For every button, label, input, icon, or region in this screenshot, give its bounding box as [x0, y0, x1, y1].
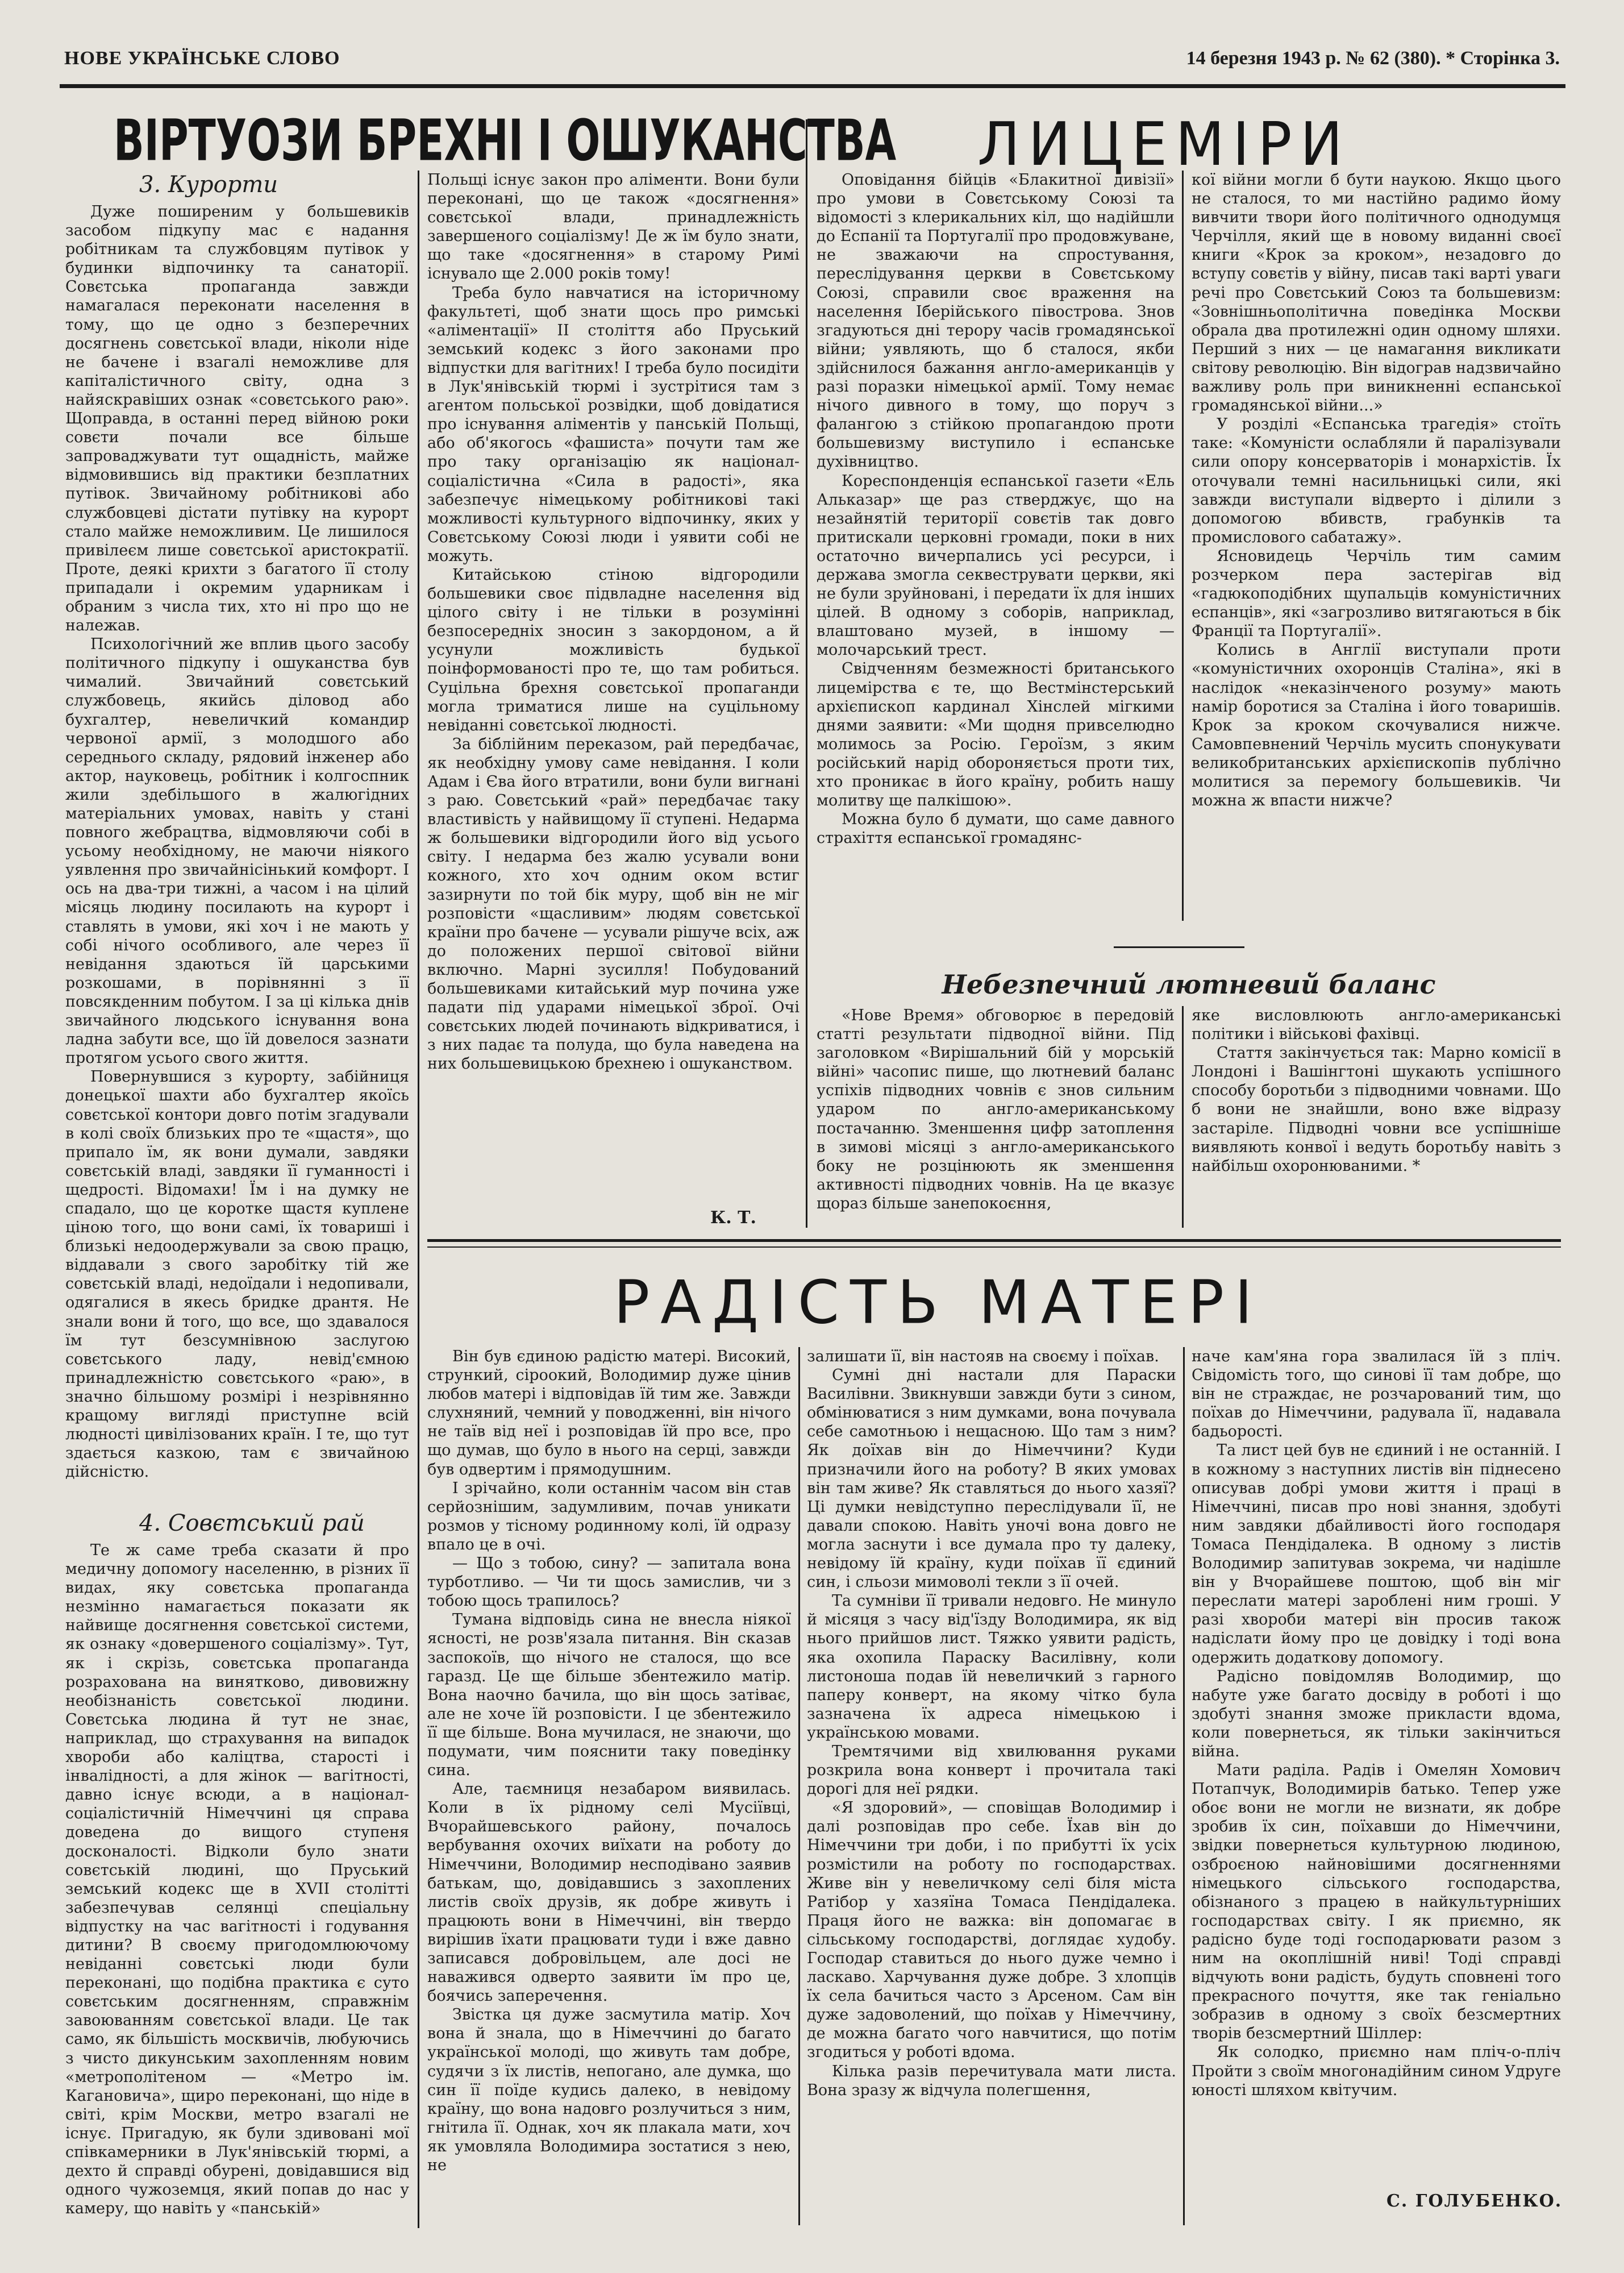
- article1-paragraph: За біблійним переказом, рай передбачає, як необхідну умову саме невідання. І коли Адам і Єва його втратили, вони були вигнані з раю. Совєтський «рай» передбачає таку властивість у найвищому її ступені. Недарма ж большевики відгородили його від усього світу. І недарма без жалю усували вони кожного, хто хоч одним оком встиг зазирнути по той бік муру, щоб він не міг розповісти «щасливим» людям совєтської країни про бачене — усували рішуче всіх, аж до положених першої світової війни включно. Марні зусилля! Побудований большевиками китайський мур почина уже падати під ударами німецької зброї. Очі совєтських людей починають відкриватися, і з них падає та полуда, що була наведена на них большевицькою брехнею і ошуканством.: [427, 735, 799, 1073]
- article3-paragraph: «Нове Время» обговорює в передовій статті результати підводної війни. Під заголовком «Вирішальний бій у морській війні» часопис пише, що лютневий баланс успіхів підводних човнів є знов сильним ударом по англо-американському постачанню. Зменшення цифр затоплення в зимові місяці з англо-американського боку не розцінюють як зменшення активності підводних човнів. На це вказує щораз більше занепокоєння,: [817, 1007, 1175, 1212]
- article4-col2: [807, 1347, 1176, 2225]
- article3-col2: [1192, 1006, 1561, 1228]
- article1-paragraph: Повернувшися з курорту, забійниця донецької шахти або бухгалтер якоїсь совєтської контори довго потім згадували в колі своїх близьких про те «щастя», що припало їм, як вони думали, завдяки совєтській владі, завдяки її гуманності і щедрості. Відомахи! Їм і на думку не спадало, що це коротке щастя куплене ціною того, що вони самі, їх товариші і близькі недоодержували за свою працю, віддавали з свого заробітку тій же совєтській владі, недоїдали і недопивали, одягалися в якесь бридке дрантя. Не знали вони й того, що все, що здавалося їм тут безсумнівною заслугою совєтського ладу, невід'ємною принадлежністю совєтського «раю», в значно більшому розмірі і незрівнянно кращому вигляді приступне всій людності цивілізованих країн. І те, що тут здається казкою, там є звичайною дійсністю.: [65, 1068, 409, 1481]
- article4-paragraph: — Що з тобою, сину? — запитала вона турботливо. — Чи ти щось замислив, чи з тобою щось трапилось?: [427, 1555, 791, 1610]
- article4-paragraph: Та лист цей був не єдиний і не останній. І в кожному з наступних листів він піднесено описував добрі умови життя і праці в Німеччині, писав про нові знання, здобуті ним завдяки дбайливості його господаря Томаса Пендідалека. В одному з листів Володимир запитував зокрема, чи надішле він у Вчорайшеве поштою, щоб він міг переслати матері зароблені ним гроші. У разі хвороби матері він просив також надіслати йому про це довідку і тоді вона одержить додаткову допомогу.: [1192, 1441, 1561, 1667]
- article2-paragraph: Ясновидець Черчіль тим самим розчерком пера застерігав від «гадюкоподібних щупальців комуністичних еспанців», які «загрозливо витягаються в бік Франції та Португалії».: [1192, 547, 1561, 641]
- section-rule: [427, 1239, 1561, 1248]
- article3-paragraph: яке висловлюють англо-американські політики і військові фахівці.: [1192, 1007, 1561, 1044]
- article1-subhead-kurorty: 3. Курорти: [139, 172, 278, 198]
- article4-paragraph: Кілька разів перечитувала мати листа. Вона зразу ж відчула полегшення,: [807, 2062, 1176, 2099]
- article4-paragraph: залишати її, він настояв на своєму і поїхав.: [807, 1348, 1159, 1365]
- article1-subhead-rai: 4. Совєтський рай: [139, 1510, 365, 1536]
- article1-col1-lower: [65, 1509, 409, 2225]
- article2-paragraph: Оповідання бійців «Блакитної дивізії» про умови в Совєтському Союзі та відомості з клерикальних кіл, що надійшли до Еспанії та Португалії про продовжуване, не зважаючи на спростування, переслідування церкви в Совєтському Союзі, справили своє враження на населення Іберійського півострова. Знов згадуються дні терору часів громадянської війни; уявляють, що б сталося, якби здійснилося бажання англо-американців у разі поразки німецької армії. Тому немає нічого дивного в тому, що поруч з фалангою з стійкою пропагандою проти большевизму виступило і еспанське духівництво.: [817, 171, 1175, 471]
- article2-paragraph: Свідченням безмежності британського лицемірства є те, що Вестмінстерський архієпископ кардинал Хінслей мігкими днями заявити: «Ми щодня привселюдно молимось за Росію. Героїзм, з яким російський нарід обороняється проти тих, хто проникає в його країну, робить нашу молитву ще палкішою».: [817, 660, 1175, 810]
- article4-paragraph: Він був єдиною радістю матері. Високий, стрункий, сіроокий, Володимир дуже цінив любов матері і відповідав їй тим же. Завжди слухняний, чемний у поводженні, він нічого не таїв від неї і розповідав їй про все, про що думав, що було в нього на серці, завжди був одвертим і прямодушним.: [427, 1348, 791, 1478]
- article4-paragraph: «Я здоровий», — сповіщав Володимир і далі розповідав про себе. Їхав він до Німеччини три доби, і по прибутті їх усіх розмістили на роботу по господарствах. Живе він у невеличкому селі біля міста Ратібор у хазяїна Томаса Пендідалека. Праця його не важка: він допомагає в сільському господарстві, доглядає худобу. Господар ставиться до нього дуже чемно і ласкаво. Харчування дуже добре. З хлопців їх села бачиться часто з Арсеном. Сам він дуже задоволений, що поїхав у Німеччину, де можна багато чого навчитися, що потім згодиться у роботі вдома.: [807, 1799, 1176, 2062]
- article2-paragraph: Колись в Англії виступали проти «комуністичних охоронців Сталіна», які в наслідок «неказінченого розуму» мають намір боротися за Сталіна і його товаришів. Крок за кроком скочувалися нижче. Самовпевнений Черчіль мусить спонукувати великобританських архієпископів публічно молитися за перемогу большевиків. Чи можна ж впасти нижче?: [1192, 641, 1561, 810]
- dateline: 14 березня 1943 р. № 62 (380). * Сторінка 3.: [1186, 48, 1560, 69]
- article2-paragraph: кої війни могли б бути наукою. Якщо цього не сталося, то ми настійно радимо йому вивчити твори його політичного однодумця Черчілля, який ще в новому виданні своєї книги «Крок за кроком», незадовго до вступу совєтів у війну, писав такі варті уваги речі про Совєтський Союз та большевизм: «Зовнішньополітична поведінка Москви обрала два протилежні один одному шляхи. Перший з них — це намагання викликати світову революцію. Він відограв надзвичайно важливу роль при виникненні еспанської громадянської війни...»: [1192, 171, 1561, 415]
- headline-virtuozy: ВІРТУОЗИ БРЕХНІ І ОШУКАНСТВА: [114, 108, 897, 174]
- article4-paragraph: наче кам'яна гора звалилася їй з пліч. Свідомість того, що синові її там добре, що він не страждає, не розчарований тим, що поїхав до Німеччини, радувала її, надавала бадьорості.: [1192, 1348, 1561, 1441]
- article4-paragraph: Радісно повідомляв Володимир, що набуте уже багато досвіду в роботі і що здобуті знання зможе прикласти вдома, коли повернеться, як тільки закінчиться війна.: [1192, 1667, 1561, 1760]
- article1-signature: К. Т.: [710, 1208, 756, 1228]
- article4-paragraph: Але, таємниця незабаром виявилась. Коли в їх рідному селі Мусіївці, Вчорайшевського району, почалось вербування охочих виїхати на роботу до Німеччини, Володимир несподівано заявив батькам, що, довідавшись з захоплених листів своїх друзів, як добре живуть і працюють вони в Німеччині, він твердо вирішив їхати працювати туди і вже давно записався добровільцем, але досі не наважився одверто заявити їм про це, боячись заперечення.: [427, 1780, 791, 2005]
- headline-balans: Небезпечний лютневий баланс: [942, 969, 1436, 1000]
- article4-paragraph: Звістка ця дуже засмутила матір. Хоч вона й знала, що в Німеччині до багато української молоді, що живуть там добре, судячи з їх листів, непогано, але думка, що син її поїде кудись далеко, в невідому країну, що вона надовго розлучиться з ним, гнітила її. Однак, хоч як плакала мати, хоч як умовляла Володимира зостатися з нею, не: [427, 2006, 791, 2175]
- article1-paragraph: Дуже поширеним у большевиків засобом підкупу мас є надання робітникам та службовцям путівок у будинки відпочинку та санаторії. Совєтська пропаганда завжди намагалася переконати населення в тому, що це одно з безперечних досягнень совєтської влади, ніколи ніде не бачене і взагалі неможливе для капіталістичного світу, одна з найяскравіших ознак «совєтського раю». Щоправда, в останні перед війною роки совєти почали все більше запроваджувати тут ощадність, майже відмовившись від практики безплатних путівок. Звичайному робітникові або службовцеві дістати путівку на курорт стало майже неможливим. Це лишилося привілеєм лише совєтської аристократії. Проте, деякі крихти з багатого її столу припадали і окремим ударникам і обраним з числа тих, хто ні про що не належав.: [65, 203, 409, 635]
- article2-col2: [1192, 171, 1561, 921]
- column-rule: [418, 171, 419, 2228]
- article1-col1: [65, 171, 409, 1552]
- article4-paragraph: Як солодко, приємно нам пліч-о-пліч Пройти з своїм многонадійним сином Удруге юності шляхом квітучим.: [1192, 2043, 1561, 2099]
- article1-paragraph: Польщі існує закон про аліменти. Вони були переконані, що це також «досягнення» совєтської влади, принадлежність завершеного соціалізму! Де ж їм було знати, що таке «досягнення» в старому Римі існувало ще 2.000 років тому!: [427, 171, 799, 283]
- article1-paragraph: Психологічний же вплив цього засобу політичного підкупу і ошуканства був чималий. Звичайний совєтський службовець, якийсь діловод або бухгалтер, невеличкий командир червоної армії, з молодшого або середнього складу, рядовий інженер або актор, науковець, робітник і колгоспник жили здебільшого в жалюгідних матеріальних умовах, навіть у стані повного жебрацтва, відмовляючи собі в усьому необхідному, не маючи ніякого уявлення про звичайнісінький комфорт. І ось на два-три тижні, а часом і на цілий місяць людину посилають на курорт і ставлять в умови, які хоч і не мають у собі нічого особливого, але через її невідання здаються їй царськими розкошами, в порівнянні з її повсякденним побутом. І за ці кілька днів звичайного людського існування вона ладна забути все, що їй довелося зазнати протягом усього свого життя.: [65, 635, 409, 1067]
- article1-paragraph: Треба було навчатися на історичному факультеті, щоб знати щось про римські «аліментації» ІІ століття або Пруський земський кодекс з його законами про відпустки для вагітних! І треба було посидіти в Лук'янівській тюрмі і зустрітися там з агентом польської розвідки, щоб довідатися про існування аліментів у панській Польщі, або об'якогось «фашиста» почути там же про таку організацію як націонал-соціалістична «Сила в радості», яка забезпечує німецькому робітникові такі можливості культурного відпочинку, яких у Совєтському Союзі люди і уявити собі не можуть.: [427, 284, 799, 565]
- article2-paragraph: У розділі «Еспанська трагедія» стоїть таке: «Комуністи ослабляли й паралізували сили опору консерваторів і монархістів. Їх оточували темні насильницькі сили, які завжди виступали відверто і ділили з допомогою вбивств, грабунків та промислового сабатажу».: [1192, 415, 1561, 546]
- article2-paragraph: Можна було б думати, що саме давного страхіття еспанської громадянс-: [817, 811, 1175, 847]
- article4-paragraph: Тремтячими від хвилювання руками розкрила вона конверт і прочитала такі дорогі для неї рядки.: [807, 1742, 1176, 1798]
- article4-paragraph: Тумана відповідь сина не внесла ніякої ясності, не розв'язала питання. Він сказав заспокоїв, що нічого не сталося, що все гаразд. Це ще більше збентежило матір. Вона наочно бачила, що він щось затіває, але не хоче їй розповісти. І це збентежило її ще більше. Вона мучилася, не знаючи, що подумати, чим пояснити таку поведінку сина.: [427, 1611, 791, 1780]
- newspaper-title: НОВЕ УКРАЇНСЬКЕ СЛОВО: [64, 48, 340, 69]
- article3-paragraph: Стаття закінчується так: Марно комісії в Лондоні і Вашінгтоні шукають успішного способу боротьби з підводними човнами. Що б вони не знайшли, воно вже відразу застаріле. Підводні човни все успішніше виявляють конвої і ведуть боротьбу навіть з найбільш охоронюваними. *: [1192, 1044, 1561, 1175]
- article4-paragraph: Сумні дні настали для Параски Василівни. Звикнувши завжди бути з сином, обмінюватися з ним думками, вона почувала себе самотньою і нещасною. Що там з ним? Як доїхав він до Німеччини? Куди призначили його на роботу? В яких умовах він там живе? Як ставляться до нього хазяї? Ці думки невідступно переслідували її, не давали спокою. Навіть уночі вона довго не могла заснути і все думала про ту далеку, невідому їй країну, куди поїхав її єдиний син, і сльози мимоволі текли з її очей.: [807, 1366, 1176, 1591]
- column-rule: [1183, 1347, 1185, 2225]
- column-rule: [806, 119, 807, 1228]
- article4-paragraph: Та сумніви її тривали недовго. Не минуло й місяця з часу від'їзду Володимира, як від нього прийшов лист. Тяжко уявити радість, яка охопила Параску Василівну, коли листоноша подав їй невеличкий з гарного паперу конверт, на якому чітко була зазначена їх адреса німецькою і українською мовами.: [807, 1592, 1176, 1742]
- column-rule: [798, 1347, 800, 2225]
- article1-paragraph: Китайською стіною відгородили большевики своє підвладне населення від цілого світу і не тільки в розумінні безпосередніх зносин з закордоном, а й усунули можливість будької поінформованості про те, що там робиться. Суцільна брехня совєтської пропаганди могла триматися лише на суцільному невіданні совєтської людності.: [427, 566, 799, 734]
- headline-radist-materi: РАДІСТЬ МАТЕРІ: [614, 1268, 1263, 1337]
- article4-signature: С. ГОЛУБЕНКО.: [1386, 2191, 1563, 2211]
- article2-col1: [817, 171, 1175, 921]
- article2-paragraph: Кореспонденція еспанської газети «Ель Альказар» ще раз стверджує, що на незайнятій території совєтів так довго притискали церковні громади, поки в них остаточно вичерпались усі ресурси, і держава змогла секвеструвати церкви, які не були зруйновані, і передати їх для інших цілей. В одному з соборів, наприклад, влаштовано музей, в іншому — молочарський трест.: [817, 472, 1175, 659]
- article4-paragraph: І зрічайно, коли останнім часом він став серйознішим, задумливим, почав уникати розмов у тісному родинному колі, їй одразу впало це в очі.: [427, 1479, 791, 1553]
- column-rule: [1182, 171, 1184, 921]
- article4-paragraph: Мати раділа. Радів і Омелян Хомович Потапчук, Володимирів батько. Тепер уже обоє вони не могли не визнати, як добре зробив їх син, поїхавши до Німеччини, звідки повернеться культурною людиною, озброєною найновішими досягненнями німецького сільського господарства, обізнаного з працею в найкультурніших господарствах світу. І як приємно, як радісно буде тоді господарювати разом з ним на окоплішній ниві! Тоді справді відчують вони радість, будуть сповнені того прекрасного почуття, яке так геніально зобразив в одному з своїх безсмертних творів безсмертний Шіллер:: [1192, 1761, 1561, 2043]
- divider: [1114, 946, 1244, 948]
- article4-col3: [1192, 1347, 1561, 2177]
- article1-col2: [427, 171, 799, 1205]
- article4-col1: [427, 1347, 791, 2225]
- column-rule: [1182, 1006, 1184, 1228]
- masthead: [60, 44, 1565, 88]
- headline-lytsemiry: ЛИЦЕМІРИ: [977, 109, 1351, 180]
- article3-col1: [817, 1006, 1175, 1228]
- article1-paragraph: Те ж саме треба сказати й про медичну допомогу населенню, в різних її видах, яку совєтська пропаганда незмінно намагається показати як найвище досягнення совєтської системи, як ознаку «довершеного соціалізму». Тут, як і скрізь, совєтська пропаганда розрахована на винятково, дивовижну необізнаність совєтської людини. Совєтська людина й тут не знає, наприклад, що страхування на випадок хвороби або каліцтва, старості і інвалідності, а для жінок — вагітності, давно існує всюди, а в націонал-соціалістичній Німеччині ця справа доведена до вищого ступеня досконалості. Відколи було знати совєтській людині, що Пруський земський кодекс ще в XVII столітті забезпечував селянці спеціальну відпустку на час вагітності і годування дитини? В своєму пригодомлюючому невіданні совєтські люди були переконані, що подібна практика є суто совєтським досягненням, справжнім завоюванням совєтської влади. Це так само, як більшість москвичів, любуючись з чисто дикунським захопленням новим «метрополітеном — «Метро ім. Кагановича», щиро переконані, що ніде в світі, крім Москви, метро взагалі не існує. Пригадую, як були здивовані мої співкамерники в Лук'янівській тюрмі, а дехто й справді обурені, довідавшися від одного чужоземця, який попав до нас у камеру, що навіть у «панській»: [65, 1541, 409, 2218]
